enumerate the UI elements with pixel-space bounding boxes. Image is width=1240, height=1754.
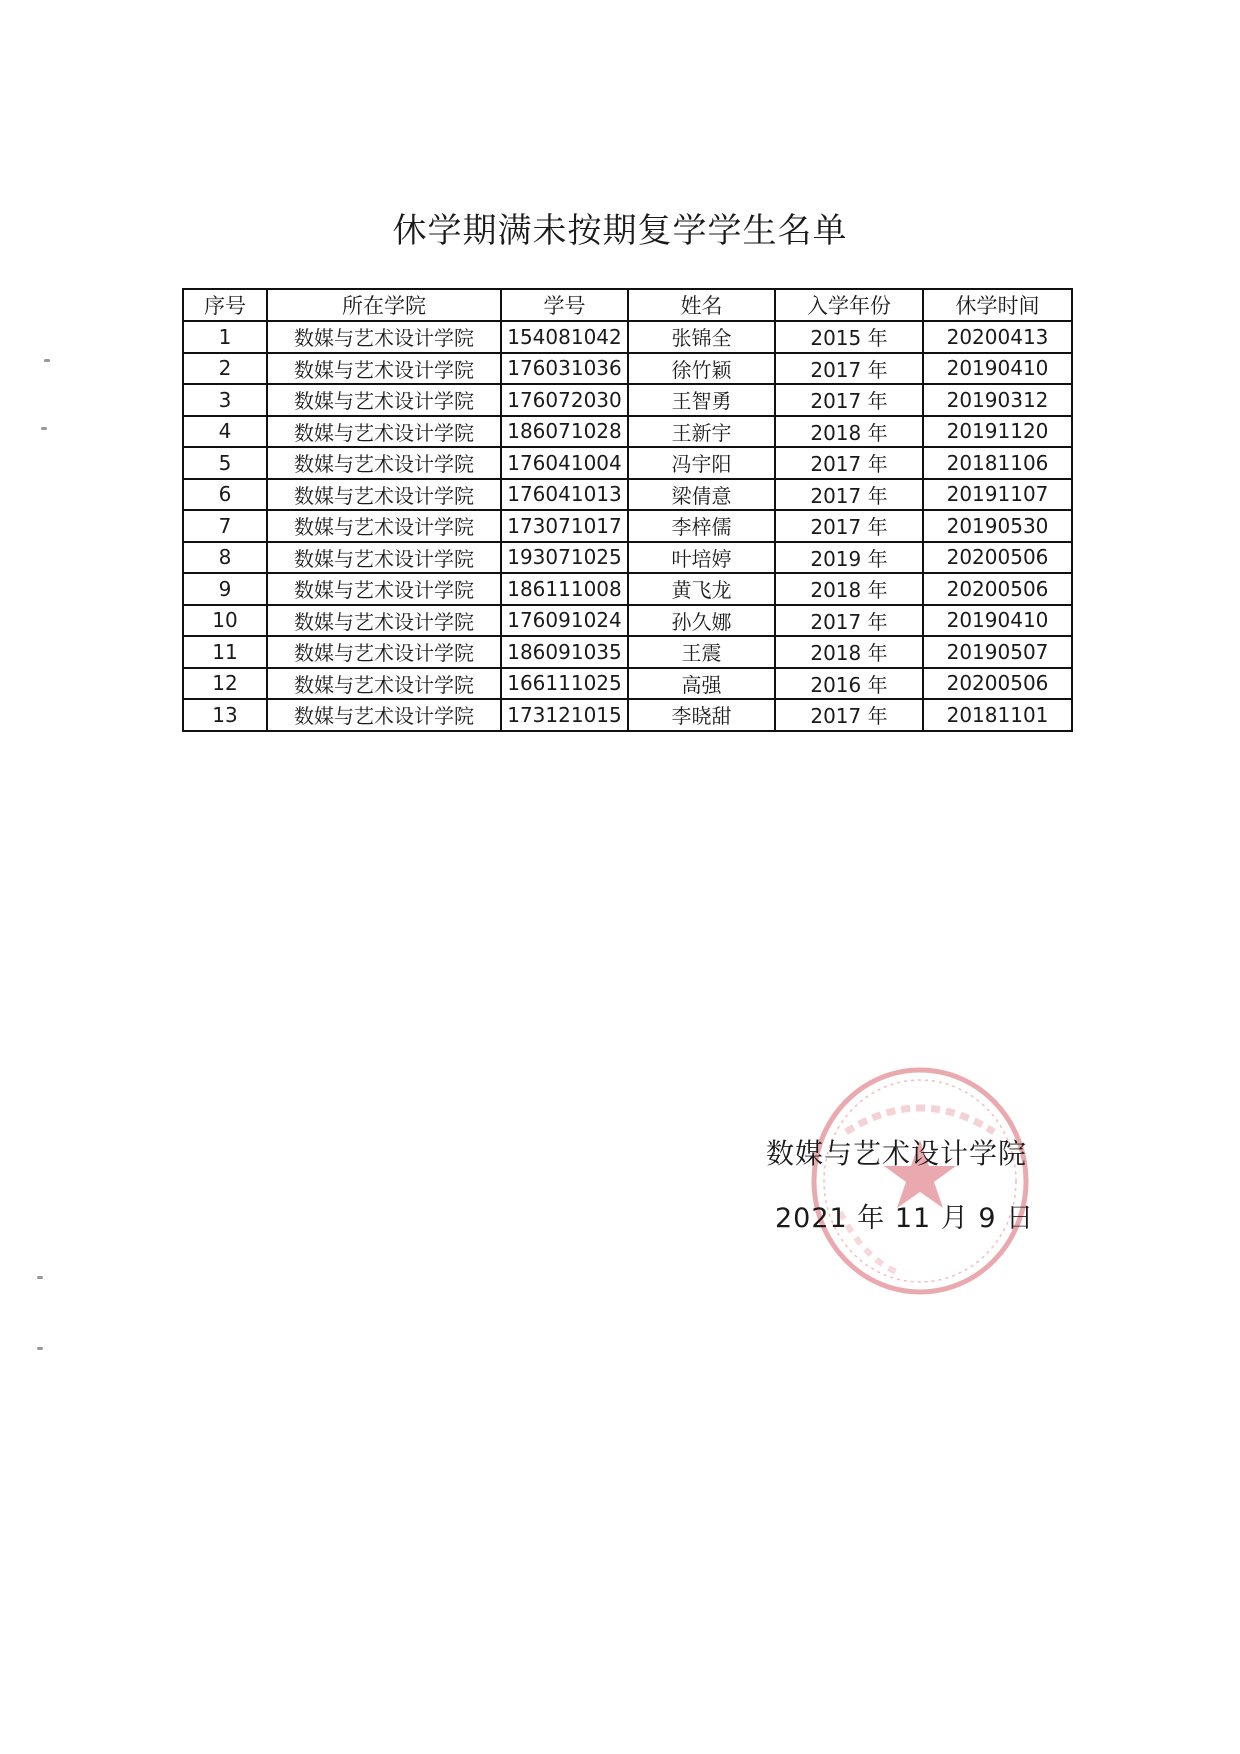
cell-index: 7	[183, 510, 267, 542]
cell-index: 1	[183, 321, 267, 353]
cell-leave-date: 20200506	[923, 573, 1072, 605]
table-row	[183, 510, 1072, 542]
cell-index: 5	[183, 447, 267, 479]
cell-enroll-year: 2017 年	[775, 384, 923, 416]
cell-leave-date: 20200506	[923, 542, 1072, 574]
table-row	[183, 605, 1072, 637]
cell-student-id: 166111025	[501, 668, 628, 700]
cell-enroll-year: 2016 年	[775, 668, 923, 700]
scan-speck	[37, 1276, 43, 1279]
cell-leave-date: 20191120	[923, 416, 1072, 448]
cell-name: 李梓儒	[628, 510, 775, 542]
cell-leave-date: 20190410	[923, 353, 1072, 385]
table-row	[183, 636, 1072, 668]
cell-index: 13	[183, 699, 267, 731]
cell-leave-date: 20200413	[923, 321, 1072, 353]
cell-leave-date: 20181106	[923, 447, 1072, 479]
cell-student-id: 173121015	[501, 699, 628, 731]
cell-enroll-year: 2017 年	[775, 353, 923, 385]
cell-college: 数媒与艺术设计学院	[267, 384, 501, 416]
header-college: 所在学院	[267, 289, 501, 321]
cell-student-id: 176041013	[501, 479, 628, 511]
cell-enroll-year: 2018 年	[775, 416, 923, 448]
cell-index: 9	[183, 573, 267, 605]
official-seal-icon	[806, 1062, 1034, 1300]
cell-enroll-year: 2017 年	[775, 510, 923, 542]
cell-enroll-year: 2019 年	[775, 542, 923, 574]
cell-name: 高强	[628, 668, 775, 700]
cell-college: 数媒与艺术设计学院	[267, 510, 501, 542]
scan-speck	[37, 1347, 43, 1350]
cell-student-id: 193071025	[501, 542, 628, 574]
cell-student-id: 176072030	[501, 384, 628, 416]
cell-leave-date: 20190507	[923, 636, 1072, 668]
cell-college: 数媒与艺术设计学院	[267, 573, 501, 605]
cell-enroll-year: 2018 年	[775, 636, 923, 668]
cell-leave-date: 20190410	[923, 605, 1072, 637]
table-row	[183, 353, 1072, 385]
scan-speck	[44, 359, 50, 362]
cell-student-id: 176031036	[501, 353, 628, 385]
cell-college: 数媒与艺术设计学院	[267, 416, 501, 448]
cell-student-id: 173071017	[501, 510, 628, 542]
cell-student-id: 176091024	[501, 605, 628, 637]
table-row	[183, 321, 1072, 353]
cell-college: 数媒与艺术设计学院	[267, 699, 501, 731]
table-row	[183, 542, 1072, 574]
cell-index: 10	[183, 605, 267, 637]
cell-leave-date: 20190312	[923, 384, 1072, 416]
signature-date: 2021 年 11 月 9 日	[775, 1203, 1035, 1234]
cell-name: 徐竹颖	[628, 353, 775, 385]
cell-name: 冯宇阳	[628, 447, 775, 479]
header-leave-date: 休学时间	[923, 289, 1072, 321]
table-row	[183, 668, 1072, 700]
table-row	[183, 699, 1072, 731]
table-row	[183, 573, 1072, 605]
cell-index: 11	[183, 636, 267, 668]
cell-index: 6	[183, 479, 267, 511]
table-header-row	[183, 289, 1072, 321]
cell-index: 8	[183, 542, 267, 574]
table-row	[183, 416, 1072, 448]
cell-student-id: 186071028	[501, 416, 628, 448]
cell-enroll-year: 2017 年	[775, 447, 923, 479]
cell-leave-date: 20190530	[923, 510, 1072, 542]
cell-name: 王震	[628, 636, 775, 668]
cell-name: 梁倩意	[628, 479, 775, 511]
cell-student-id: 176041004	[501, 447, 628, 479]
cell-student-id: 154081042	[501, 321, 628, 353]
scan-speck	[41, 427, 47, 430]
cell-name: 孙久娜	[628, 605, 775, 637]
cell-enroll-year: 2018 年	[775, 573, 923, 605]
cell-name: 叶培婷	[628, 542, 775, 574]
cell-student-id: 186091035	[501, 636, 628, 668]
table-row	[183, 479, 1072, 511]
table-row	[183, 384, 1072, 416]
header-student-id: 学号	[501, 289, 628, 321]
cell-leave-date: 20200506	[923, 668, 1072, 700]
cell-college: 数媒与艺术设计学院	[267, 479, 501, 511]
cell-college: 数媒与艺术设计学院	[267, 353, 501, 385]
cell-college: 数媒与艺术设计学院	[267, 605, 501, 637]
cell-college: 数媒与艺术设计学院	[267, 668, 501, 700]
cell-index: 3	[183, 384, 267, 416]
cell-leave-date: 20191107	[923, 479, 1072, 511]
cell-leave-date: 20181101	[923, 699, 1072, 731]
cell-college: 数媒与艺术设计学院	[267, 636, 501, 668]
header-index: 序号	[183, 289, 267, 321]
cell-enroll-year: 2015 年	[775, 321, 923, 353]
table-row	[183, 447, 1072, 479]
cell-name: 王智勇	[628, 384, 775, 416]
student-table	[182, 288, 1073, 732]
cell-name: 黄飞龙	[628, 573, 775, 605]
document-title: 休学期满未按期复学学生名单	[392, 211, 848, 251]
cell-index: 12	[183, 668, 267, 700]
header-enroll-year: 入学年份	[775, 289, 923, 321]
cell-index: 4	[183, 416, 267, 448]
cell-index: 2	[183, 353, 267, 385]
cell-name: 李晓甜	[628, 699, 775, 731]
signature-college: 数媒与艺术设计学院	[766, 1137, 1028, 1170]
cell-college: 数媒与艺术设计学院	[267, 542, 501, 574]
cell-enroll-year: 2017 年	[775, 699, 923, 731]
cell-enroll-year: 2017 年	[775, 605, 923, 637]
header-name: 姓名	[628, 289, 775, 321]
cell-college: 数媒与艺术设计学院	[267, 321, 501, 353]
cell-enroll-year: 2017 年	[775, 479, 923, 511]
cell-college: 数媒与艺术设计学院	[267, 447, 501, 479]
cell-student-id: 186111008	[501, 573, 628, 605]
cell-name: 张锦全	[628, 321, 775, 353]
cell-name: 王新宇	[628, 416, 775, 448]
